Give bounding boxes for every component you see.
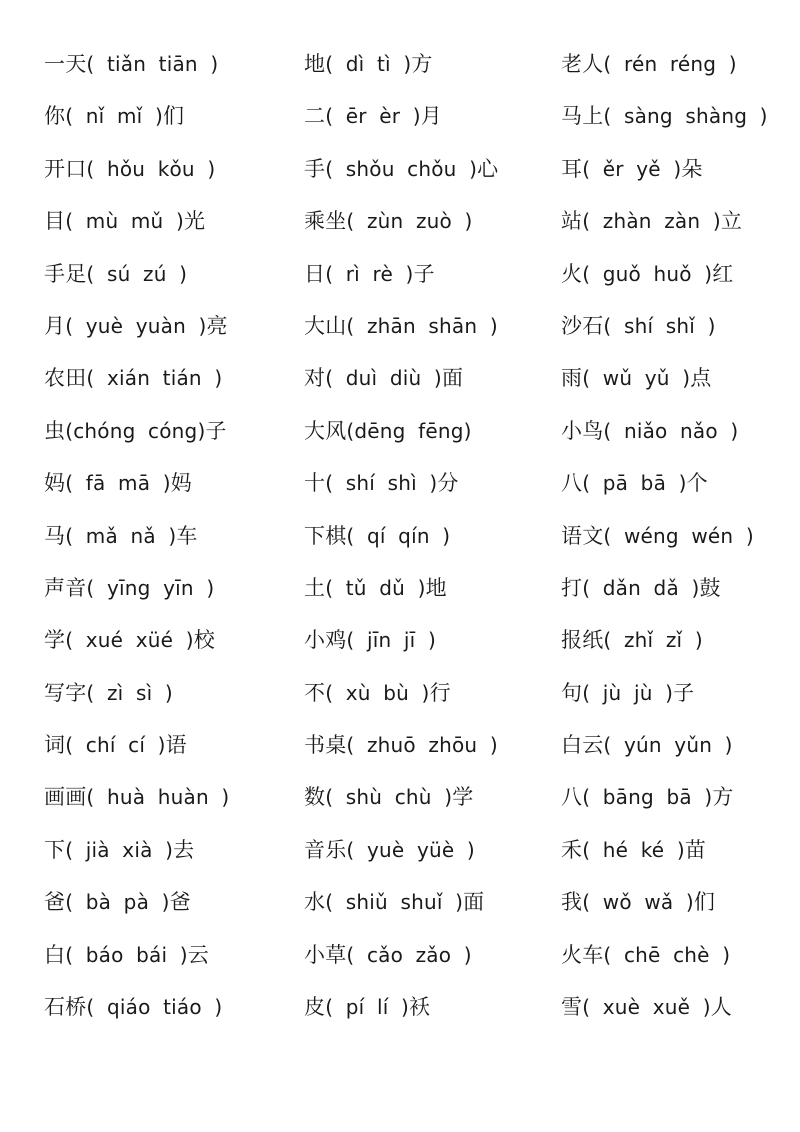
word-after: 地 [425,575,447,600]
pinyin-item [561,618,768,670]
word-after: 校 [193,628,215,653]
pinyin-item [304,409,498,461]
pinyin-choices: ( chí cí ) [65,733,166,758]
pinyin-choices: ( qiáo tiáo ) [86,995,223,1020]
pinyin-item [304,94,498,146]
word-before: 白云 [561,733,604,758]
word-before: 句 [561,680,583,705]
word-before: 沙石 [561,313,604,338]
pinyin-choices: ( xué xüé ) [65,628,194,653]
pinyin-choices: (dēng fēng) [346,418,472,443]
word-after: 面 [441,366,464,391]
pinyin-choices: ( zhǐ zǐ ) [603,628,703,653]
pinyin-item [44,671,229,723]
word-before: 乘坐 [304,209,347,234]
pinyin-choices: ( shí shì ) [325,471,438,496]
pinyin-item [304,461,498,513]
pinyin-choices: ( tǔ dǔ ) [325,575,426,600]
pinyin-item [44,252,229,304]
pinyin-item [44,199,229,251]
pinyin-item [561,985,768,1037]
column-3 [561,42,768,1037]
pinyin-choices: ( xuè xuě ) [582,995,711,1020]
word-after: 方 [411,52,433,76]
pinyin-choices: ( fā mā ) [65,471,171,496]
column-1 [44,42,229,1037]
pinyin-choices: ( hé ké ) [582,837,685,862]
word-after: 心 [477,156,499,181]
pinyin-choices: ( zùn zuò ) [346,209,473,234]
pinyin-item [304,671,498,723]
pinyin-choices: ( qí qín ) [346,523,451,548]
word-before: 站 [561,209,583,234]
pinyin-item [304,304,498,356]
pinyin-choices: ( báo bái ) [65,942,188,967]
pinyin-choices: ( jià xià ) [65,837,174,862]
pinyin-choices: ( zhān shān ) [346,313,498,338]
word-before: 小鸟 [561,418,604,443]
word-after: 月 [420,104,442,129]
word-after: 子 [205,418,227,443]
pinyin-item [561,566,768,618]
pinyin-item [561,671,768,723]
pinyin-item [44,828,229,880]
word-after: 们 [162,104,185,129]
word-before: 词 [44,733,66,758]
word-after: 行 [429,680,451,705]
word-before: 月 [44,313,66,338]
word-after: 鼓 [699,575,721,600]
pinyin-choices: ( xù bù ) [325,680,430,705]
pinyin-choices: ( yīng yīn ) [86,575,215,600]
pinyin-item [44,880,229,932]
word-after: 朵 [681,156,703,181]
word-before: 你 [44,104,66,129]
pinyin-choices: ( zhuō zhōu ) [346,733,498,758]
word-before: 八 [561,785,583,810]
word-before: 目 [44,209,66,234]
word-before: 马上 [561,104,604,129]
pinyin-item [561,775,768,827]
word-before: 农田 [44,366,87,391]
pinyin-item [561,828,768,880]
pinyin-item [561,409,768,461]
word-before: 学 [44,628,66,653]
pinyin-choices: ( rì rè ) [325,261,414,286]
word-before: 下棋 [304,523,347,548]
word-before: 打 [561,575,583,600]
pinyin-item [44,94,229,146]
word-before: 虫 [44,418,66,443]
pinyin-item [561,147,768,199]
pinyin-choices: ( dì tì ) [325,52,412,76]
pinyin-item [44,566,229,618]
pinyin-choices: ( rén réng ) [603,52,737,76]
pinyin-item [304,618,498,670]
word-before: 老人 [561,52,604,76]
pinyin-item [44,514,229,566]
word-before: 音乐 [304,837,347,862]
pinyin-item [304,514,498,566]
pinyin-item [44,356,229,408]
word-before: 一天 [44,52,87,76]
pinyin-choices: ( zì sì ) [86,680,173,705]
pinyin-choices: ( tiǎn tiān ) [86,52,219,76]
word-before: 数 [304,785,326,810]
pinyin-choices: ( ēr èr ) [325,104,421,129]
word-after: 立 [720,209,743,234]
pinyin-choices: ( chē chè ) [603,942,731,967]
pinyin-choices: ( niǎo nǎo ) [603,418,739,443]
pinyin-choices: ( huà huàn ) [86,785,230,810]
word-before: 报纸 [561,628,604,653]
word-before: 皮 [304,995,326,1020]
pinyin-choices: (chóng cóng) [65,418,206,443]
pinyin-choices: ( shí shǐ ) [603,313,716,338]
word-before: 不 [304,680,326,705]
pinyin-choices: ( mǎ nǎ ) [65,523,177,548]
pinyin-choices: ( shù chù ) [325,785,453,810]
pinyin-choices: ( xián tián ) [86,366,223,391]
word-before: 书桌 [304,733,347,758]
pinyin-choices: ( bà pà ) [65,890,170,915]
pinyin-choices: ( pí lí ) [325,995,410,1020]
pinyin-item [304,723,498,775]
word-before: 十 [304,471,326,496]
pinyin-item [44,304,229,356]
word-before: 画画 [44,785,87,810]
word-before: 对 [304,366,326,391]
word-before: 八 [561,471,583,496]
word-after: 学 [452,785,474,810]
pinyin-item [44,933,229,985]
word-before: 我 [561,890,583,915]
pinyin-item [561,880,768,932]
column-2 [304,42,498,1037]
word-before: 开口 [44,156,87,181]
pinyin-choices: ( bāng bā ) [582,785,713,810]
word-before: 手 [304,156,326,181]
word-before: 写字 [44,680,87,705]
word-before: 火 [561,261,583,286]
pinyin-item [304,147,498,199]
word-before: 小草 [304,942,347,967]
pinyin-item [561,933,768,985]
pinyin-choices: ( yún yǔn ) [603,733,733,758]
pinyin-choices: ( dǎn dǎ ) [582,575,700,600]
word-after: 车 [176,523,198,548]
pinyin-item [561,199,768,251]
word-after: 云 [187,942,209,967]
pinyin-choices: ( yuè yuàn ) [65,313,207,338]
pinyin-item [561,304,768,356]
pinyin-item [44,409,229,461]
pinyin-item [304,42,498,94]
word-before: 石桥 [44,995,87,1020]
word-before: 地 [304,52,326,76]
pinyin-choices: ( yuè yüè ) [346,837,475,862]
pinyin-choices: ( duì diù ) [325,366,442,391]
pinyin-item [304,252,498,304]
pinyin-item [44,723,229,775]
word-after: 子 [413,261,435,286]
pinyin-choices: ( sú zú ) [86,261,188,286]
word-after: 语 [165,733,187,758]
pinyin-item [561,42,768,94]
word-before: 爸 [44,890,66,915]
word-before: 手足 [44,261,87,286]
pinyin-choices: ( mù mǔ ) [65,209,184,234]
word-before: 大风 [304,418,347,443]
word-before: 马 [44,523,66,548]
word-after: 点 [690,366,712,391]
pinyin-item [44,775,229,827]
pinyin-item [44,985,229,1037]
word-after: 光 [184,209,206,234]
pinyin-item [44,618,229,670]
word-before: 语文 [561,523,604,548]
word-after: 去 [173,837,195,862]
pinyin-choices: ( cǎo zǎo ) [346,942,472,967]
pinyin-choices: ( hǒu kǒu ) [86,156,216,181]
pinyin-choices: ( shiǔ shuǐ ) [325,890,464,915]
pinyin-choices: ( jù jù ) [582,680,674,705]
pinyin-item [561,514,768,566]
pinyin-choices: ( pā bā ) [582,471,687,496]
word-before: 雨 [561,366,583,391]
pinyin-choices: ( wéng wén ) [603,523,754,548]
word-after: 们 [693,890,716,915]
word-before: 禾 [561,837,583,862]
word-before: 下 [44,837,66,862]
pinyin-item [561,461,768,513]
word-before: 水 [304,890,326,915]
word-before: 大山 [304,313,347,338]
word-before: 土 [304,575,326,600]
word-after: 红 [712,261,734,286]
word-after: 分 [437,471,459,496]
word-after: 苗 [684,837,707,862]
pinyin-choices: ( shǒu chǒu ) [325,156,478,181]
pinyin-choices: ( zhàn zàn ) [582,209,721,234]
word-before: 雪 [561,995,583,1020]
word-before: 耳 [561,156,583,181]
pinyin-item [304,566,498,618]
word-after: 方 [712,785,734,810]
word-before: 白 [44,942,66,967]
word-after: 人 [710,995,732,1020]
word-before: 日 [304,261,326,286]
pinyin-item [561,94,768,146]
word-before: 声音 [44,575,87,600]
pinyin-item [304,199,498,251]
pinyin-choices: ( wǔ yǔ ) [582,366,691,391]
pinyin-choices: ( nǐ mǐ ) [65,104,163,129]
word-after: 面 [463,890,485,915]
word-after: 个 [686,471,708,496]
word-after: 爸 [169,890,191,915]
pinyin-item [561,356,768,408]
pinyin-choices: ( sàng shàng ) [603,104,768,129]
pinyin-choices: ( ěr yě ) [582,156,682,181]
word-after: 妈 [170,471,192,496]
pinyin-item [304,933,498,985]
word-after: 亮 [206,313,228,338]
pinyin-item [304,880,498,932]
pinyin-item [304,356,498,408]
pinyin-item [561,723,768,775]
word-after: 子 [673,680,695,705]
word-before: 二 [304,104,326,129]
pinyin-item [304,775,498,827]
pinyin-item [561,252,768,304]
pinyin-choices: ( wǒ wǎ ) [582,890,694,915]
pinyin-item [44,42,229,94]
pinyin-choices: ( jīn jī ) [346,628,436,653]
word-before: 妈 [44,471,66,496]
pinyin-item [304,828,498,880]
pinyin-item [304,985,498,1037]
word-before: 小鸡 [304,628,347,653]
pinyin-item [44,147,229,199]
word-after: 袄 [409,995,431,1020]
pinyin-choices: ( guǒ huǒ ) [582,261,713,286]
pinyin-item [44,461,229,513]
word-before: 火车 [561,942,604,967]
